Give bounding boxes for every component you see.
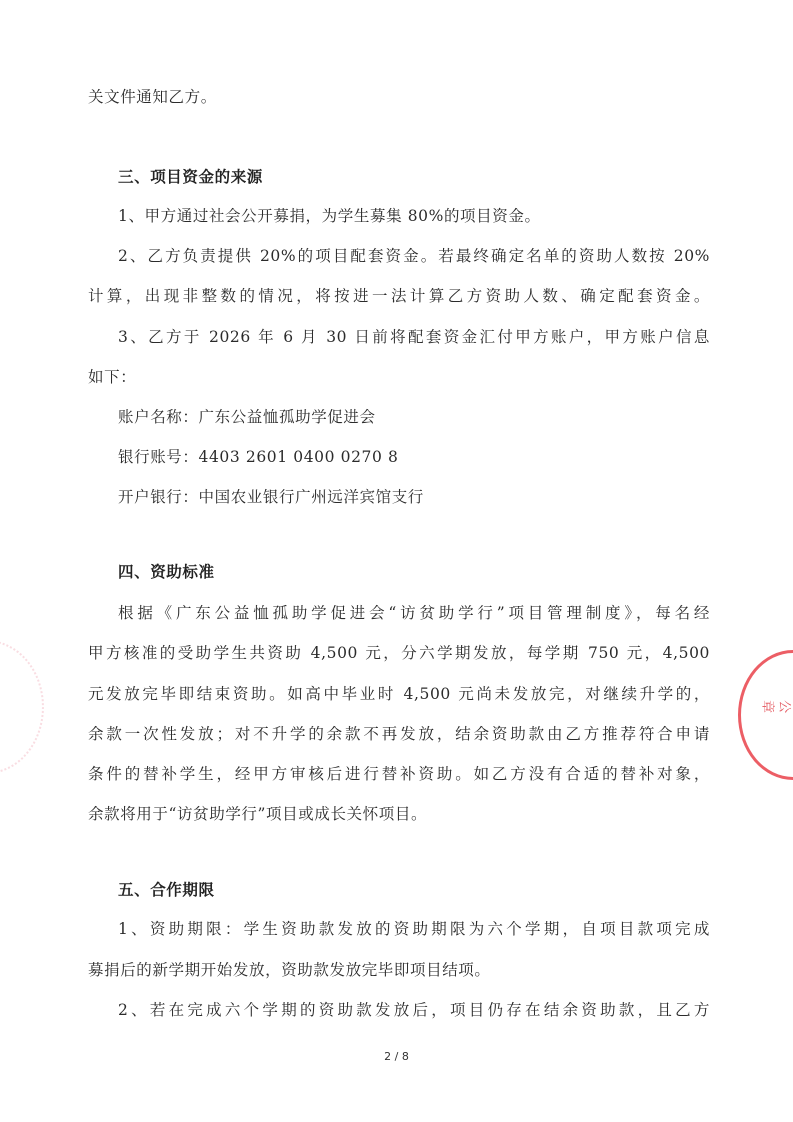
- section-3-item-3-line-1: 3、乙方于 2026 年 6 月 30 日前将配套资金汇付甲方账户，甲方账户信息: [118, 328, 710, 346]
- section-4-line-1: 根据《广东公益恤孤助学促进会“访贫助学行”项目管理制度》，每名经: [118, 604, 710, 622]
- section-5-item-2-line-1: 2、若在完成六个学期的资助款发放后，项目仍存在结余资助款，且乙方: [118, 1001, 710, 1019]
- section-4-line-4: 余款一次性发放；对不升学的余款不再发放，结余资助款由乙方推荐符合申请: [88, 725, 710, 743]
- faint-seal-mark: [0, 640, 44, 774]
- section-4-line-2: 甲方核准的受助学生共资助 4,500 元，分六学期发放，每学期 750 元，4,500: [88, 644, 710, 662]
- bank-branch: 开户银行：中国农业银行广州远洋宾馆支行: [118, 488, 424, 506]
- section-4-line-3: 元发放完毕即结束资助。如高中毕业时 4,500 元尚未发放完，对继续升学的，: [88, 685, 710, 703]
- section-3-heading: 三、项目资金的来源: [118, 168, 263, 186]
- section-3-item-2-line-1: 2、乙方负责提供 20%的项目配套资金。若最终确定名单的资助人数按 20%: [118, 247, 710, 265]
- section-5-heading: 五、合作期限: [118, 881, 215, 899]
- section-3-item-1: 1、甲方通过社会公开募捐，为学生募集 80%的项目资金。: [118, 207, 541, 225]
- page-number: 2 / 8: [384, 1050, 409, 1063]
- seal-text: 公 章: [761, 697, 793, 713]
- section-5-item-1-line-2: 募捐后的新学期开始发放，资助款发放完毕即项目结项。: [88, 961, 491, 979]
- section-5-item-1-line-1: 1、资助期限：学生资助款发放的资助期限为六个学期，自项目款项完成: [118, 920, 710, 938]
- section-3-item-2-line-2: 计算，出现非整数的情况，将按进一法计算乙方资助人数、确定配套资金。: [88, 287, 710, 305]
- section-4-line-6: 余款将用于“访贫助学行”项目或成长关怀项目。: [88, 805, 428, 823]
- intro-tail-line: 关文件通知乙方。: [88, 88, 217, 106]
- section-3-item-3-line-2: 如下：: [88, 368, 137, 386]
- red-seal-stamp: [738, 650, 793, 780]
- section-4-line-5: 条件的替补学生，经甲方审核后进行替补资助。如乙方没有合适的替补对象，: [88, 765, 710, 783]
- account-number: 银行账号：4403 2601 0400 0270 8: [118, 448, 399, 466]
- account-name: 账户名称：广东公益恤孤助学促进会: [118, 408, 376, 426]
- section-4-heading: 四、资助标准: [118, 563, 215, 581]
